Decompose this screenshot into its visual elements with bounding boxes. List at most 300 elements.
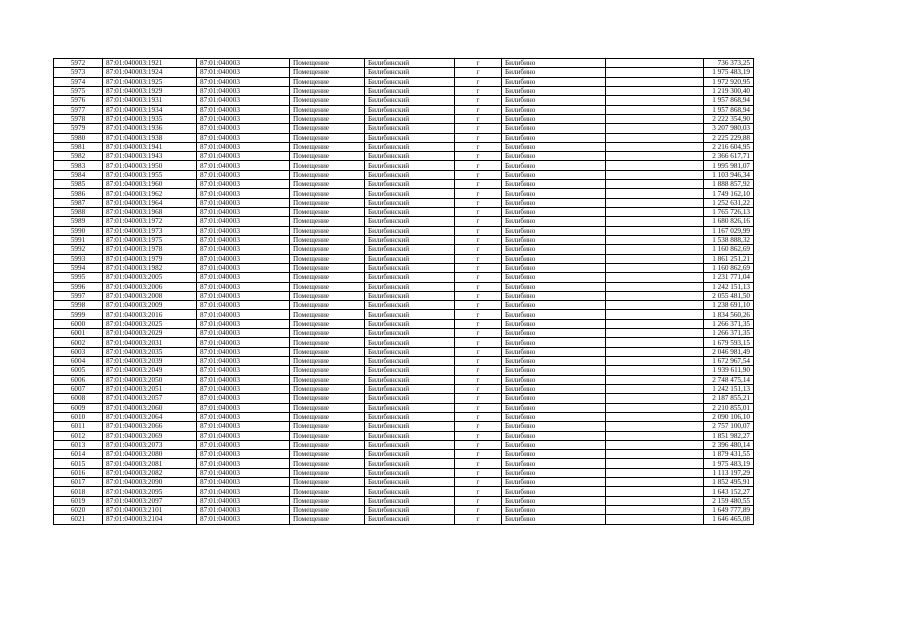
cell-locality-type: г xyxy=(455,180,502,189)
cell-locality: Билибино xyxy=(502,198,606,207)
cell-address xyxy=(606,338,704,347)
cell-cadastral-number: 87:01:040003:1964 xyxy=(103,198,197,207)
table-row xyxy=(54,357,754,366)
cell-value: 1 939 611,90 xyxy=(704,366,754,375)
cell-district: Билибинский xyxy=(365,254,455,263)
cell-district: Билибинский xyxy=(365,77,455,86)
cell-cadastral-number: 87:01:040003:2039 xyxy=(103,357,197,366)
cell-no: 5974 xyxy=(54,77,103,86)
cell-address xyxy=(606,357,704,366)
table-row xyxy=(54,263,754,272)
cell-value: 1 765 726,13 xyxy=(704,208,754,217)
cell-quarter: 87:01:040003 xyxy=(197,338,290,347)
cell-type: Помещение xyxy=(290,105,365,114)
cell-locality: Билибино xyxy=(502,403,606,412)
table-row xyxy=(54,142,754,151)
cell-type: Помещение xyxy=(290,170,365,179)
cell-locality-type: г xyxy=(455,422,502,431)
cell-locality-type: г xyxy=(455,487,502,496)
cell-value: 1 160 862,69 xyxy=(704,263,754,272)
cell-locality: Билибино xyxy=(502,301,606,310)
cell-type: Помещение xyxy=(290,152,365,161)
table-row xyxy=(54,403,754,412)
cell-quarter: 87:01:040003 xyxy=(197,59,290,68)
cell-value: 1 219 300,40 xyxy=(704,86,754,95)
cell-cadastral-number: 87:01:040003:2008 xyxy=(103,291,197,300)
table-row xyxy=(54,506,754,515)
cell-locality-type: г xyxy=(455,114,502,123)
cell-locality: Билибино xyxy=(502,375,606,384)
cell-district: Билибинский xyxy=(365,459,455,468)
table-row xyxy=(54,347,754,356)
cell-quarter: 87:01:040003 xyxy=(197,282,290,291)
cell-address xyxy=(606,208,704,217)
table-row xyxy=(54,338,754,347)
cell-locality-type: г xyxy=(455,59,502,68)
cell-locality: Билибино xyxy=(502,431,606,440)
cell-address xyxy=(606,170,704,179)
cell-cadastral-number: 87:01:040003:1950 xyxy=(103,161,197,170)
cell-quarter: 87:01:040003 xyxy=(197,450,290,459)
cell-cadastral-number: 87:01:040003:2057 xyxy=(103,394,197,403)
cell-no: 6011 xyxy=(54,422,103,431)
cell-no: 6001 xyxy=(54,329,103,338)
cell-quarter: 87:01:040003 xyxy=(197,114,290,123)
cell-district: Билибинский xyxy=(365,170,455,179)
cell-no: 6008 xyxy=(54,394,103,403)
cell-no: 6017 xyxy=(54,478,103,487)
cell-locality-type: г xyxy=(455,142,502,151)
cell-cadastral-number: 87:01:040003:2066 xyxy=(103,422,197,431)
cell-locality: Билибино xyxy=(502,282,606,291)
table-row xyxy=(54,366,754,375)
cell-quarter: 87:01:040003 xyxy=(197,226,290,235)
cell-locality: Билибино xyxy=(502,96,606,105)
cell-no: 6021 xyxy=(54,515,103,524)
cell-locality-type: г xyxy=(455,515,502,524)
cell-no: 5998 xyxy=(54,301,103,310)
cell-cadastral-number: 87:01:040003:2031 xyxy=(103,338,197,347)
cell-locality-type: г xyxy=(455,105,502,114)
cell-district: Билибинский xyxy=(365,478,455,487)
cell-quarter: 87:01:040003 xyxy=(197,68,290,77)
cell-locality: Билибино xyxy=(502,161,606,170)
cell-locality: Билибино xyxy=(502,357,606,366)
cell-no: 6005 xyxy=(54,366,103,375)
cell-type: Помещение xyxy=(290,124,365,133)
cell-cadastral-number: 87:01:040003:2101 xyxy=(103,506,197,515)
cell-value: 2 748 475,14 xyxy=(704,375,754,384)
cell-district: Билибинский xyxy=(365,338,455,347)
cell-quarter: 87:01:040003 xyxy=(197,506,290,515)
cell-locality: Билибино xyxy=(502,273,606,282)
cell-district: Билибинский xyxy=(365,235,455,244)
cell-cadastral-number: 87:01:040003:2095 xyxy=(103,487,197,496)
cell-no: 5989 xyxy=(54,217,103,226)
cell-quarter: 87:01:040003 xyxy=(197,161,290,170)
cell-district: Билибинский xyxy=(365,114,455,123)
cell-value: 1 957 868,94 xyxy=(704,96,754,105)
cell-cadastral-number: 87:01:040003:2104 xyxy=(103,515,197,524)
cell-district: Билибинский xyxy=(365,105,455,114)
cell-no: 5982 xyxy=(54,152,103,161)
cell-value: 1 680 826,16 xyxy=(704,217,754,226)
cell-type: Помещение xyxy=(290,282,365,291)
cell-type: Помещение xyxy=(290,375,365,384)
cell-district: Билибинский xyxy=(365,161,455,170)
table-row xyxy=(54,468,754,477)
cell-quarter: 87:01:040003 xyxy=(197,142,290,151)
cell-locality-type: г xyxy=(455,152,502,161)
cell-cadastral-number: 87:01:040003:1921 xyxy=(103,59,197,68)
cell-address xyxy=(606,217,704,226)
cell-type: Помещение xyxy=(290,142,365,151)
cell-district: Билибинский xyxy=(365,152,455,161)
table-row xyxy=(54,394,754,403)
cell-type: Помещение xyxy=(290,450,365,459)
table-row xyxy=(54,105,754,114)
cell-type: Помещение xyxy=(290,77,365,86)
cell-locality-type: г xyxy=(455,478,502,487)
cell-value: 1 266 371,35 xyxy=(704,319,754,328)
cell-district: Билибинский xyxy=(365,208,455,217)
cell-address xyxy=(606,105,704,114)
cell-locality: Билибино xyxy=(502,208,606,217)
cell-cadastral-number: 87:01:040003:1943 xyxy=(103,152,197,161)
cell-address xyxy=(606,422,704,431)
cell-no: 6010 xyxy=(54,412,103,421)
cell-locality-type: г xyxy=(455,291,502,300)
cell-address xyxy=(606,487,704,496)
cell-address xyxy=(606,235,704,244)
table-row xyxy=(54,235,754,244)
cell-address xyxy=(606,394,704,403)
cell-locality: Билибино xyxy=(502,478,606,487)
cell-district: Билибинский xyxy=(365,412,455,421)
cell-no: 5979 xyxy=(54,124,103,133)
cell-locality: Билибино xyxy=(502,450,606,459)
cell-type: Помещение xyxy=(290,478,365,487)
table-row xyxy=(54,152,754,161)
cell-locality: Билибино xyxy=(502,77,606,86)
cell-address xyxy=(606,198,704,207)
cell-value: 1 888 857,92 xyxy=(704,180,754,189)
cell-no: 6009 xyxy=(54,403,103,412)
cell-type: Помещение xyxy=(290,347,365,356)
cell-type: Помещение xyxy=(290,487,365,496)
cell-locality: Билибино xyxy=(502,217,606,226)
cell-quarter: 87:01:040003 xyxy=(197,478,290,487)
cell-district: Билибинский xyxy=(365,59,455,68)
cell-locality: Билибино xyxy=(502,394,606,403)
table-body xyxy=(54,59,754,525)
cell-locality: Билибино xyxy=(502,319,606,328)
cell-locality: Билибино xyxy=(502,86,606,95)
cell-value: 3 207 980,03 xyxy=(704,124,754,133)
cell-value: 2 046 981,49 xyxy=(704,347,754,356)
cell-address xyxy=(606,161,704,170)
cell-address xyxy=(606,506,704,515)
cell-locality: Билибино xyxy=(502,329,606,338)
cell-address xyxy=(606,124,704,133)
cell-quarter: 87:01:040003 xyxy=(197,347,290,356)
cell-locality: Билибино xyxy=(502,338,606,347)
cell-cadastral-number: 87:01:040003:2090 xyxy=(103,478,197,487)
cell-cadastral-number: 87:01:040003:2064 xyxy=(103,412,197,421)
cell-value: 1 242 151,13 xyxy=(704,384,754,393)
cell-cadastral-number: 87:01:040003:2097 xyxy=(103,496,197,505)
table-row xyxy=(54,440,754,449)
cell-value: 1 975 483,19 xyxy=(704,68,754,77)
cell-district: Билибинский xyxy=(365,310,455,319)
cell-address xyxy=(606,403,704,412)
cell-locality: Билибино xyxy=(502,235,606,244)
cell-district: Билибинский xyxy=(365,189,455,198)
cell-type: Помещение xyxy=(290,273,365,282)
cell-locality: Билибино xyxy=(502,245,606,254)
cell-cadastral-number: 87:01:040003:1929 xyxy=(103,86,197,95)
cell-cadastral-number: 87:01:040003:2073 xyxy=(103,440,197,449)
cell-type: Помещение xyxy=(290,235,365,244)
cell-quarter: 87:01:040003 xyxy=(197,301,290,310)
cell-type: Помещение xyxy=(290,338,365,347)
cell-locality-type: г xyxy=(455,459,502,468)
table-row xyxy=(54,431,754,440)
table-row xyxy=(54,329,754,338)
cell-cadastral-number: 87:01:040003:1972 xyxy=(103,217,197,226)
cell-no: 5990 xyxy=(54,226,103,235)
cell-value: 1 238 691,10 xyxy=(704,301,754,310)
cell-locality: Билибино xyxy=(502,180,606,189)
cell-type: Помещение xyxy=(290,96,365,105)
cell-locality: Билибино xyxy=(502,254,606,263)
table-row xyxy=(54,189,754,198)
table-row xyxy=(54,384,754,393)
cell-district: Билибинский xyxy=(365,468,455,477)
cell-cadastral-number: 87:01:040003:1973 xyxy=(103,226,197,235)
cell-locality: Билибино xyxy=(502,226,606,235)
cell-address xyxy=(606,291,704,300)
cell-value: 1 113 197,29 xyxy=(704,468,754,477)
cell-no: 6020 xyxy=(54,506,103,515)
cell-locality: Билибино xyxy=(502,133,606,142)
cell-address xyxy=(606,329,704,338)
cell-locality-type: г xyxy=(455,68,502,77)
cell-district: Билибинский xyxy=(365,124,455,133)
cell-locality: Билибино xyxy=(502,310,606,319)
cell-no: 6002 xyxy=(54,338,103,347)
cell-type: Помещение xyxy=(290,515,365,524)
cell-no: 6006 xyxy=(54,375,103,384)
cell-value: 736 373,25 xyxy=(704,59,754,68)
cell-district: Билибинский xyxy=(365,366,455,375)
cell-address xyxy=(606,347,704,356)
cell-locality: Билибино xyxy=(502,422,606,431)
cell-locality-type: г xyxy=(455,263,502,272)
cell-type: Помещение xyxy=(290,226,365,235)
cell-quarter: 87:01:040003 xyxy=(197,412,290,421)
cell-address xyxy=(606,384,704,393)
cell-quarter: 87:01:040003 xyxy=(197,459,290,468)
cell-quarter: 87:01:040003 xyxy=(197,394,290,403)
cell-no: 5983 xyxy=(54,161,103,170)
cell-quarter: 87:01:040003 xyxy=(197,273,290,282)
cell-district: Билибинский xyxy=(365,506,455,515)
cell-type: Помещение xyxy=(290,263,365,272)
cell-no: 5984 xyxy=(54,170,103,179)
cell-address xyxy=(606,152,704,161)
cell-district: Билибинский xyxy=(365,515,455,524)
cell-value: 1 957 868,94 xyxy=(704,105,754,114)
cell-quarter: 87:01:040003 xyxy=(197,357,290,366)
cell-cadastral-number: 87:01:040003:2005 xyxy=(103,273,197,282)
cell-quarter: 87:01:040003 xyxy=(197,263,290,272)
cell-quarter: 87:01:040003 xyxy=(197,208,290,217)
cell-cadastral-number: 87:01:040003:2016 xyxy=(103,310,197,319)
cell-type: Помещение xyxy=(290,440,365,449)
table-row xyxy=(54,487,754,496)
cell-locality: Билибино xyxy=(502,68,606,77)
cell-value: 2 210 855,01 xyxy=(704,403,754,412)
cell-value: 1 679 593,15 xyxy=(704,338,754,347)
cell-locality-type: г xyxy=(455,357,502,366)
cell-district: Билибинский xyxy=(365,226,455,235)
cell-no: 6000 xyxy=(54,319,103,328)
cell-no: 5973 xyxy=(54,68,103,77)
cell-district: Билибинский xyxy=(365,198,455,207)
cell-district: Билибинский xyxy=(365,422,455,431)
cell-locality-type: г xyxy=(455,319,502,328)
cell-no: 6003 xyxy=(54,347,103,356)
registry-table xyxy=(53,58,754,525)
cell-locality-type: г xyxy=(455,170,502,179)
cell-address xyxy=(606,96,704,105)
cell-quarter: 87:01:040003 xyxy=(197,96,290,105)
cell-district: Билибинский xyxy=(365,291,455,300)
cell-district: Билибинский xyxy=(365,96,455,105)
cell-type: Помещение xyxy=(290,319,365,328)
cell-district: Билибинский xyxy=(365,217,455,226)
cell-no: 5996 xyxy=(54,282,103,291)
cell-cadastral-number: 87:01:040003:2051 xyxy=(103,384,197,393)
cell-quarter: 87:01:040003 xyxy=(197,329,290,338)
cell-no: 5978 xyxy=(54,114,103,123)
cell-type: Помещение xyxy=(290,329,365,338)
cell-quarter: 87:01:040003 xyxy=(197,515,290,524)
table-row xyxy=(54,86,754,95)
cell-type: Помещение xyxy=(290,114,365,123)
cell-value: 1 972 920,95 xyxy=(704,77,754,86)
cell-quarter: 87:01:040003 xyxy=(197,496,290,505)
cell-district: Билибинский xyxy=(365,496,455,505)
cell-value: 1 646 465,08 xyxy=(704,515,754,524)
cell-locality: Билибино xyxy=(502,114,606,123)
cell-locality: Билибино xyxy=(502,189,606,198)
cell-address xyxy=(606,180,704,189)
cell-value: 1 643 152,27 xyxy=(704,487,754,496)
cell-value: 1 975 483,19 xyxy=(704,459,754,468)
cell-cadastral-number: 87:01:040003:2081 xyxy=(103,459,197,468)
cell-value: 1 861 251,21 xyxy=(704,254,754,263)
table-row xyxy=(54,254,754,263)
cell-address xyxy=(606,263,704,272)
cell-type: Помещение xyxy=(290,459,365,468)
cell-locality-type: г xyxy=(455,440,502,449)
cell-quarter: 87:01:040003 xyxy=(197,217,290,226)
cell-type: Помещение xyxy=(290,245,365,254)
cell-type: Помещение xyxy=(290,208,365,217)
cell-locality: Билибино xyxy=(502,291,606,300)
cell-address xyxy=(606,450,704,459)
cell-address xyxy=(606,77,704,86)
cell-district: Билибинский xyxy=(365,319,455,328)
cell-no: 6012 xyxy=(54,431,103,440)
cell-no: 5975 xyxy=(54,86,103,95)
cell-address xyxy=(606,310,704,319)
cell-value: 1 252 631,22 xyxy=(704,198,754,207)
cell-type: Помещение xyxy=(290,59,365,68)
cell-value: 1 879 431,55 xyxy=(704,450,754,459)
cell-locality: Билибино xyxy=(502,412,606,421)
cell-type: Помещение xyxy=(290,412,365,421)
table-row xyxy=(54,310,754,319)
cell-locality-type: г xyxy=(455,96,502,105)
cell-type: Помещение xyxy=(290,384,365,393)
cell-locality-type: г xyxy=(455,161,502,170)
cell-value: 2 366 617,71 xyxy=(704,152,754,161)
cell-no: 5992 xyxy=(54,245,103,254)
cell-locality: Билибино xyxy=(502,384,606,393)
cell-address xyxy=(606,301,704,310)
cell-locality: Билибино xyxy=(502,105,606,114)
table-row xyxy=(54,282,754,291)
cell-no: 5985 xyxy=(54,180,103,189)
cell-address xyxy=(606,86,704,95)
cell-cadastral-number: 87:01:040003:1979 xyxy=(103,254,197,263)
cell-locality-type: г xyxy=(455,329,502,338)
cell-address xyxy=(606,254,704,263)
cell-district: Билибинский xyxy=(365,357,455,366)
cell-type: Помещение xyxy=(290,357,365,366)
cell-no: 6007 xyxy=(54,384,103,393)
table-row xyxy=(54,459,754,468)
cell-district: Билибинский xyxy=(365,133,455,142)
cell-address xyxy=(606,496,704,505)
cell-locality-type: г xyxy=(455,394,502,403)
cell-no: 6015 xyxy=(54,459,103,468)
cell-locality-type: г xyxy=(455,235,502,244)
table-row xyxy=(54,319,754,328)
cell-locality: Билибино xyxy=(502,142,606,151)
cell-address xyxy=(606,282,704,291)
table-row xyxy=(54,124,754,133)
cell-quarter: 87:01:040003 xyxy=(197,235,290,244)
cell-district: Билибинский xyxy=(365,375,455,384)
cell-quarter: 87:01:040003 xyxy=(197,133,290,142)
cell-locality-type: г xyxy=(455,412,502,421)
table-row xyxy=(54,291,754,300)
table-row xyxy=(54,198,754,207)
cell-locality-type: г xyxy=(455,375,502,384)
cell-quarter: 87:01:040003 xyxy=(197,468,290,477)
table-row xyxy=(54,450,754,459)
cell-no: 5976 xyxy=(54,96,103,105)
cell-address xyxy=(606,515,704,524)
cell-type: Помещение xyxy=(290,291,365,300)
cell-locality-type: г xyxy=(455,226,502,235)
cell-district: Билибинский xyxy=(365,403,455,412)
table-row xyxy=(54,478,754,487)
